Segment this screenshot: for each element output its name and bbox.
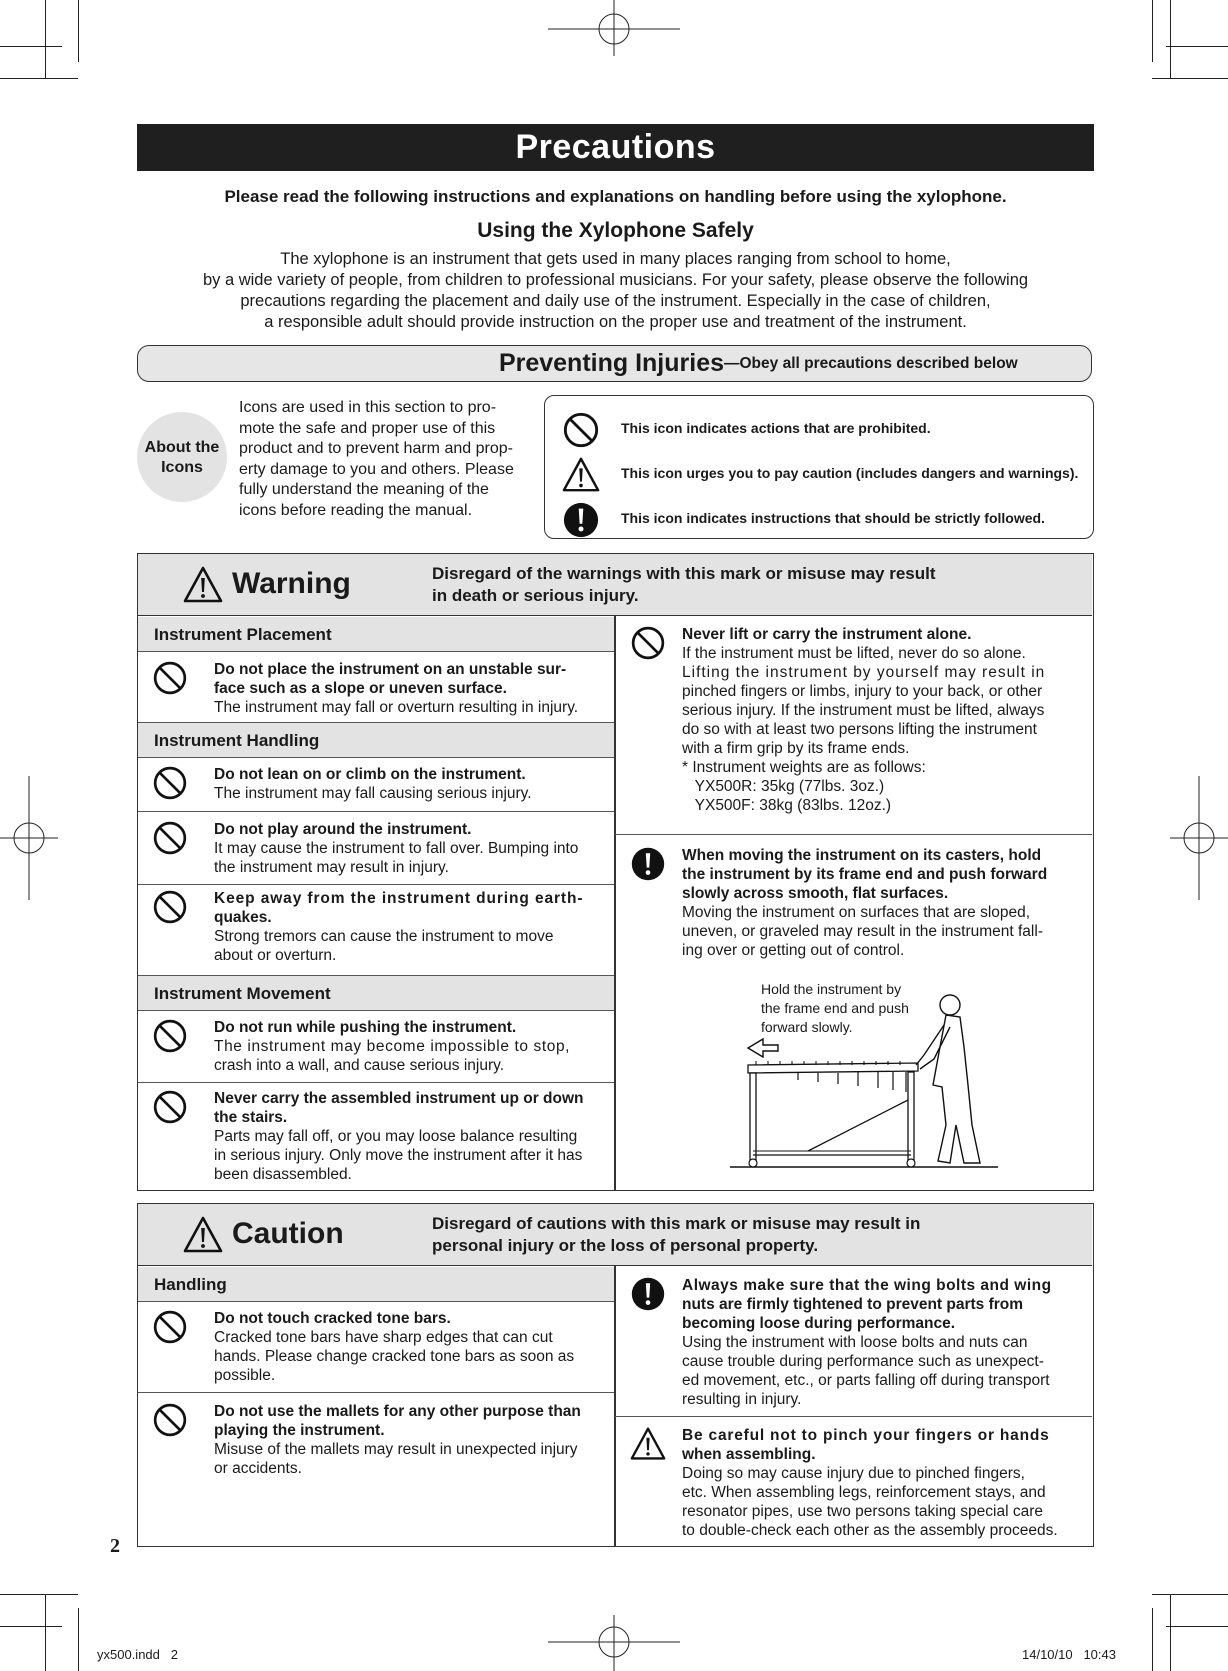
prohibited-icon [562, 411, 600, 449]
intro-paragraph: The xylophone is an instrument that gets used in many places ranging from school to home, by a wide variety of people, from children to professional musicians. For your safety, please observe the following precautions regarding the placement and daily use of the instrument. Especially in the case of children, a responsible adult should provide instruction on the proper use and treatment of the instrument. [202, 250, 1029, 331]
xylophone-pushing-illustration [728, 985, 1014, 1170]
prohibited-icon [152, 1402, 188, 1438]
legend-row-caution: This icon urges you to pay caution (includes dangers and warnings). [545, 453, 1093, 493]
figure-caption: Hold the instrument by the frame end and push forward slowly. [761, 981, 909, 1035]
mandatory-icon [562, 501, 600, 539]
legend-row-mandatory: This icon indicates instructions that should be strictly followed. [545, 498, 1093, 538]
warning-title: Warning [232, 567, 351, 600]
prohibited-icon [152, 660, 188, 696]
page-number: 2 [110, 1535, 120, 1557]
preventing-injuries-subtitle: —Obey all precautions described below [724, 355, 1018, 372]
prohibited-icon [152, 1309, 188, 1345]
caution-description: Disregard of cautions with this mark or misuse may result in personal injury or the loss of personal property. [432, 1214, 921, 1255]
about-icons-badge: About the Icons [137, 412, 227, 502]
column-divider [614, 1266, 616, 1546]
legend-row-prohibited: This icon indicates actions that are prohibited. [545, 408, 1093, 448]
print-timestamp: 14/10/10 10:43 [1022, 1647, 1116, 1662]
category-handling: Handling [138, 1267, 614, 1302]
section-subheading: Using the Xylophone Safely [477, 219, 754, 242]
caution-triangle-icon [182, 565, 224, 605]
category-instrument-placement: Instrument Placement [138, 617, 614, 652]
caution-triangle-icon [630, 1426, 666, 1462]
prohibited-icon [152, 889, 188, 925]
registration-mark-right [1170, 776, 1228, 900]
category-instrument-movement: Instrument Movement [138, 976, 614, 1011]
warning-section: Warning Disregard of the warnings with this mark or misuse may result in death or serious injury. Instrument Placement Do not place the instrument on an unstable sur- face such as a slope or uneven surface. The instrument may fall or overturn resulting in injury. Instrument Handling Do not lean on or climb on the instrument. The instrument may fall causing serious injury. Do not play around the instrument. It may cause the instrument to fall over. Bumping into the instrument may result in injury. Keep away from the instrument during earth- quakes. Strong tremors can cause the instrument to move about or overturn. Instrument Movement Do not run while pushing the instrument. The instrument may become impossible to stop, crash into a wall, and cause serious injury. Never carry the assembled instrument up or down the stairs. Parts may fall off, or you may loose balance resulting in serious injury. Only move the instrument after it has been disassembled. Never lift or carry the instrument alone. If the instrument must be lifted, never do so alone. Lifting the instrument by yourself may result in pinched fingers or limbs, injury to your back, or other serious injury. If the instrument must be lifted, always do so with at least two persons lifting the instrument with a firm grip by its frame ends. * Instrument weights are as follows: YX500R: 35kg (77lbs. 3oz.) YX500F: 38kg (83lbs. 12oz.) When moving the instrument on its casters, hold the instrument by its frame end and push forward slowly across smooth, flat surfaces. Moving the instrument on surfaces that are sloped, uneven, or graveled may result in the instrument fall- ing over or getting out of control. [137, 553, 1094, 1191]
registration-mark-left [0, 776, 58, 900]
intro-instruction: Please read the following instructions and explanations on handling before using the xylophone. [224, 187, 1007, 206]
category-instrument-handling: Instrument Handling [138, 723, 614, 758]
prohibited-icon [630, 625, 666, 661]
warning-header [138, 554, 1092, 616]
caution-triangle-icon [182, 1215, 224, 1255]
prohibited-icon [152, 1089, 188, 1125]
about-icons-text: Icons are used in this section to pro- mote the safe and proper use of this product and to prevent harm and prop- erty damage to you and others. Please fully understand the meaning of the icons before reading the manual. [239, 399, 514, 519]
warning-description: Disregard of the warnings with this mark or misuse may result in death or serious injury. [432, 564, 936, 605]
preventing-injuries-banner [137, 345, 1092, 382]
prohibited-icon [152, 820, 188, 856]
prohibited-icon [152, 765, 188, 801]
page-title: Precautions [137, 124, 1094, 171]
registration-mark-top [548, 0, 680, 62]
column-divider [614, 616, 616, 1190]
mandatory-icon [630, 846, 666, 882]
caution-title: Caution [232, 1217, 344, 1250]
registration-mark-bottom [548, 1609, 680, 1671]
prohibited-icon [152, 1018, 188, 1054]
icon-legend [544, 395, 1094, 539]
file-info: yx500.indd 2 [97, 1647, 178, 1662]
preventing-injuries-title: Preventing Injuries [498, 349, 724, 377]
mandatory-icon [630, 1276, 666, 1312]
caution-section: Caution Disregard of cautions with this mark or misuse may result in personal injury or the loss of personal property. Handling Do not touch cracked tone bars. Cracked tone bars have sharp edges that can cut hands. Please change cracked tone bars as soon as possible. Do not use the mallets for any other purpose than playing the instrument. Misuse of the mallets may result in unexpected injury or accidents. Always make sure that the wing bolts and wing nuts are firmly tightened to prevent parts from becoming loose during performance. Using the instrument with loose bolts and nuts can cause trouble during performance such as unexpect- ed movement, etc., or parts falling off during transport resulting in injury. Be careful not to pinch your fingers or hands when assembling. Doing so may cause injury due to pinched fingers, etc. When assembling legs, reinforcement stays, and resonator pipes, use two persons taking special care to double-check each other as the assembly proceeds. [137, 1203, 1094, 1547]
caution-triangle-icon [562, 456, 600, 494]
caution-header [138, 1204, 1092, 1266]
